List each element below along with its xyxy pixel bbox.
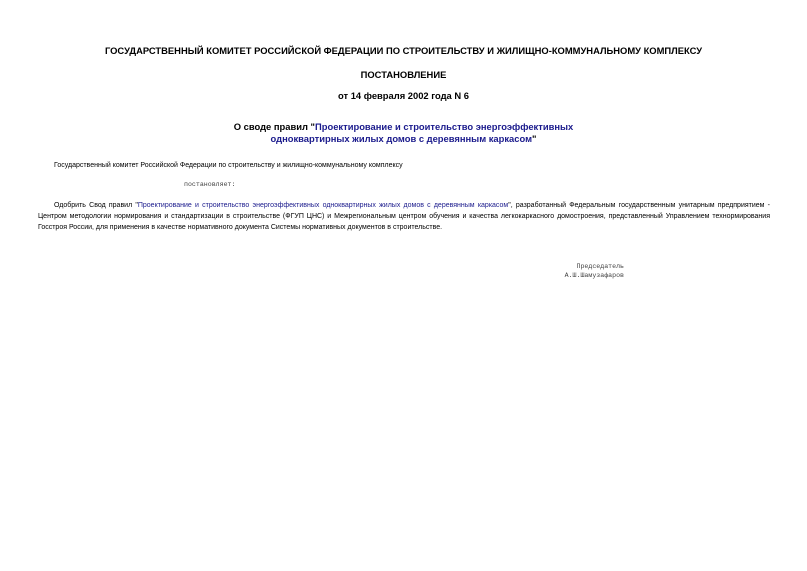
title-link-line1[interactable]: Проектирование и строительство энергоэффективных [315, 121, 574, 132]
title-link-line2[interactable]: одноквартирных жилых домов с деревянным каркасом [270, 133, 533, 144]
resolves-text: постановляет: [184, 181, 236, 188]
para-link[interactable]: Проектирование и строительство энергоэффективных одноквартирных жилых домов с деревянным каркасом [137, 202, 509, 209]
signature-block [540, 262, 624, 280]
title-suffix: " [532, 133, 537, 144]
document-date: от 14 февраля 2002 года N 6 [338, 90, 469, 101]
document-title [0, 121, 807, 145]
body-paragraph [38, 200, 770, 233]
title-prefix: О своде правил " [233, 121, 316, 132]
signature-position: Председатель [576, 263, 624, 270]
para-prefix: Одобрить Свод правил " [54, 202, 138, 209]
document-type: ПОСТАНОВЛЕНИЕ [360, 69, 447, 80]
para-suffix: ", разработанный Федеральным государственным унитарным предприятием - Центром методологии нормирования и стандартизации в строительстве (ФГУП ЦНС) и Межрегиональным центром обучения и качества легкокаркасного домостроения, представленный Управлением технормирования Госстроя России, для применения в качестве нормативного документа Системы нормативных документов в строительстве. [38, 202, 771, 231]
intro-text: Государственный комитет Российской Федерации по строительству и жилищно-коммунальному комплексу [54, 162, 403, 169]
committee-heading: ГОСУДАРСТВЕННЫЙ КОМИТЕТ РОССИЙСКОЙ ФЕДЕРАЦИИ ПО СТРОИТЕЛЬСТВУ И ЖИЛИЩНО-КОММУНАЛЬНОМУ КОМПЛЕКСУ [104, 45, 703, 56]
signature-name: А.Ш.Шамузафаров [564, 272, 624, 279]
